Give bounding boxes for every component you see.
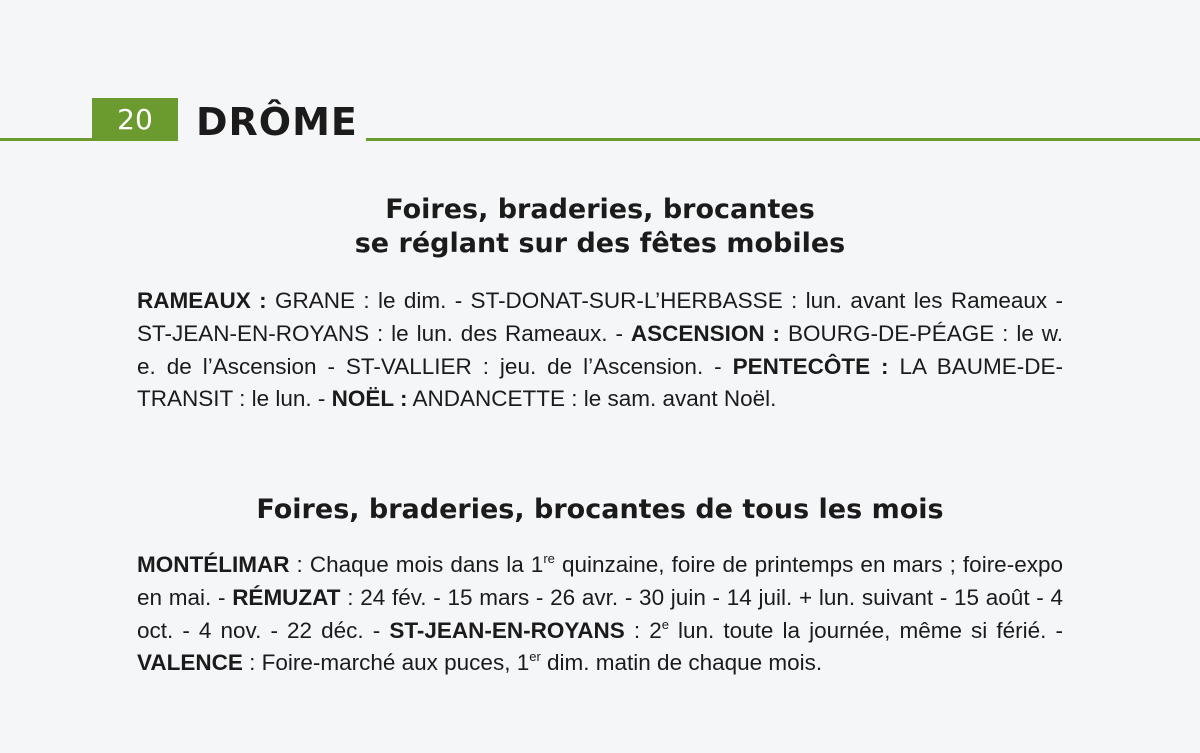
body-text: : Chaque mois dans la 1 (289, 552, 544, 577)
body-text: : Foire-marché aux puces, 1 (242, 650, 530, 676)
section1-heading (0, 193, 1200, 261)
ordinal-superscript: e (661, 616, 669, 632)
body-text: : 24 fév. - 15 mars - 26 avr. - 30 juin - 14 juil. + lun. suivant - 15 août - 4 oct. - 4 nov. - 22 déc. - (137, 584, 1064, 643)
place-keyword: MONTÉLIMAR (137, 552, 290, 577)
page-header (0, 98, 1200, 146)
body-text: ANDANCETTE : le sam. avant Noël. (407, 386, 777, 412)
page-number-badge: 20 (92, 98, 178, 141)
section2-heading: Foires, braderies, brocantes de tous les mois (256, 494, 944, 525)
header-rule-left (0, 138, 92, 141)
ordinal-superscript: re (543, 551, 555, 566)
place-keyword: RÉMUZAT (232, 584, 341, 610)
place-keyword: ASCENSION : (630, 320, 781, 346)
ordinal-superscript: er (529, 649, 541, 665)
section2-paragraph (137, 549, 1063, 680)
section1-paragraph (137, 285, 1063, 416)
section1-heading-line1: Foires, braderies, brocantes (385, 194, 815, 225)
place-keyword: VALENCE (137, 650, 243, 676)
body-text: BOURG-DE-PÉAGE : le w. e. de l’Ascension - ST-VALLIER : jeu. de l’Ascension. - (137, 320, 1063, 379)
department-title: DRÔME (196, 100, 358, 144)
place-keyword: PENTECÔTE : (732, 353, 889, 379)
body-text: GRANE : le dim. - ST-DONAT-SUR-L’HERBASSE : lun. avant les Rameaux - ST-JEAN-EN-ROYANS : le lun. des Rameaux. - (137, 288, 1063, 346)
place-keyword: NOËL : (331, 386, 408, 412)
place-keyword: RAMEAUX : (137, 288, 267, 313)
body-text: dim. matin de chaque mois. (540, 650, 823, 676)
body-text: : 2 (624, 617, 662, 643)
section1-heading-line2: se réglant sur des fêtes mobiles (354, 228, 846, 259)
body-text: quinzaine, foire de printemps en mars ; foire-expo en mai. - (137, 552, 1063, 610)
body-text: lun. toute la journée, même si férié. - (668, 617, 1063, 643)
header-rule-right (366, 138, 1200, 141)
place-keyword: ST-JEAN-EN-ROYANS (389, 617, 625, 643)
body-text: LA BAUME-DE-TRANSIT : le lun. - (137, 353, 1063, 412)
